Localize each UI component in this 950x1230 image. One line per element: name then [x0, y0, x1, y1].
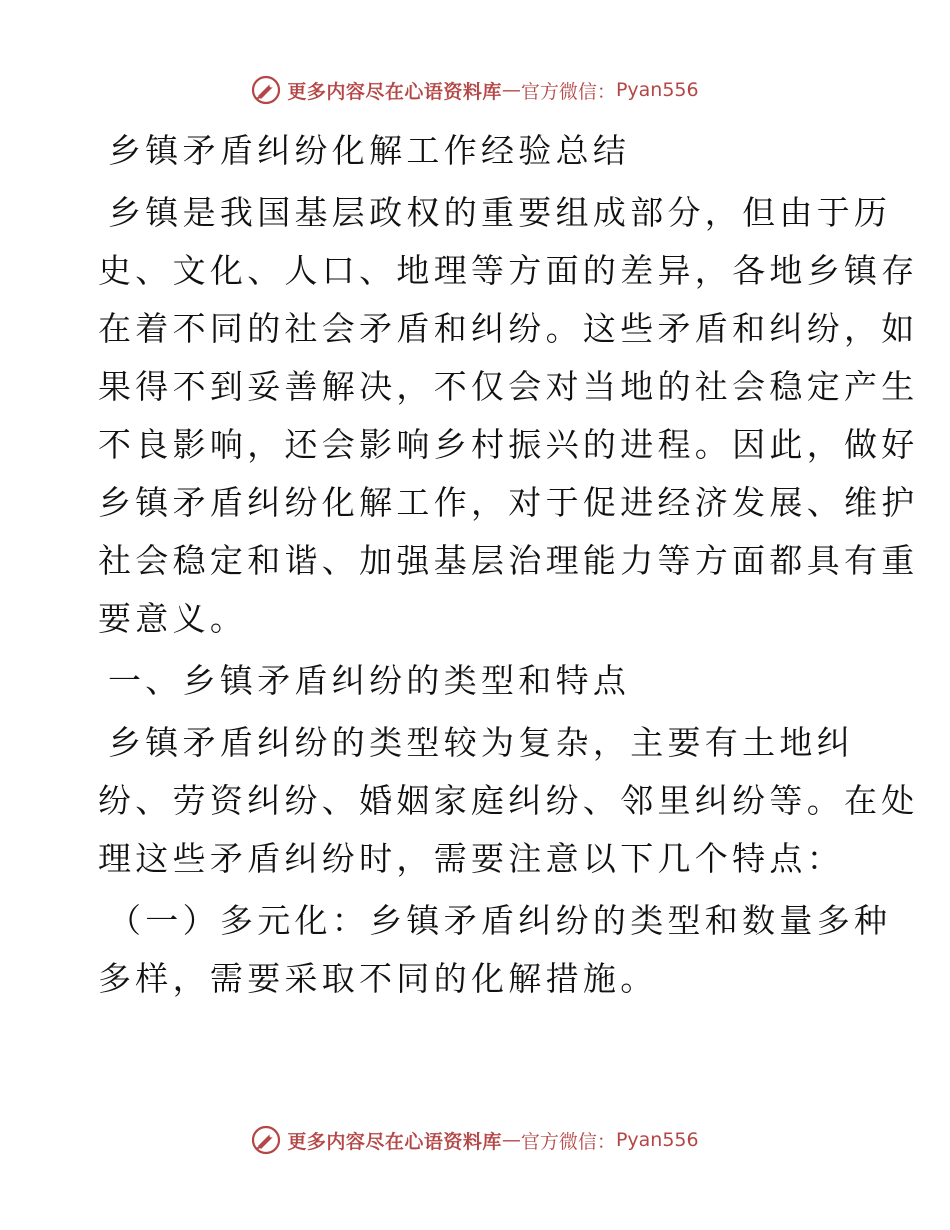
watermark-dash: — — [501, 1129, 521, 1151]
paragraph-line: （一）多元化：乡镇矛盾纠纷的类型和数量多种 — [108, 901, 892, 940]
paragraph-line: 乡镇矛盾纠纷的类型较为复杂，主要有土地纠 — [108, 723, 854, 762]
paragraph-types — [98, 714, 919, 888]
watermark-suffix: 官方微信： — [520, 1130, 616, 1153]
watermark-wechat: Pyan556 — [615, 1129, 699, 1151]
paragraph-line: 乡镇是我国基层政权的重要组成部分，但由于历 — [108, 193, 892, 232]
footer-watermark — [0, 1120, 950, 1160]
paragraph-line: 多样，需要采取不同的化解措施。 — [98, 959, 658, 998]
document-title: 乡镇矛盾纠纷化解工作经验总结 — [108, 131, 631, 170]
pen-nib-logo-icon — [251, 75, 281, 105]
paragraph-line: 不良影响，还会影响乡村振兴的进程。因此，做好 — [98, 425, 919, 464]
paragraph-line: 要意义。 — [98, 599, 248, 638]
paragraph-intro — [98, 184, 919, 648]
watermark-text: 更多内容尽在心语资料库 — [287, 80, 502, 103]
section-heading: 一、乡镇矛盾纠纷的类型和特点 — [108, 661, 631, 700]
watermark-dash: — — [501, 79, 521, 101]
point-diversity — [98, 892, 892, 1008]
paragraph-line: 果得不到妥善解决，不仅会对当地的社会稳定产生 — [98, 367, 919, 406]
header-watermark — [0, 70, 950, 110]
paragraph-line: 纷、劳资纠纷、婚姻家庭纠纷、邻里纠纷等。在处 — [98, 781, 919, 820]
paragraph-line: 乡镇矛盾纠纷化解工作，对于促进经济发展、维护 — [98, 483, 919, 522]
watermark-text: 更多内容尽在心语资料库 — [287, 1130, 502, 1153]
watermark-wechat: Pyan556 — [615, 79, 699, 101]
pen-nib-logo-icon — [251, 1125, 281, 1155]
watermark-suffix: 官方微信： — [520, 80, 616, 103]
document-body — [98, 122, 919, 1008]
paragraph-line: 社会稳定和谐、加强基层治理能力等方面都具有重 — [98, 541, 919, 580]
paragraph-line: 史、文化、人口、地理等方面的差异，各地乡镇存 — [98, 251, 919, 290]
paragraph-line: 理这些矛盾纠纷时，需要注意以下几个特点： — [98, 839, 844, 878]
paragraph-line: 在着不同的社会矛盾和纠纷。这些矛盾和纠纷，如 — [98, 309, 919, 348]
